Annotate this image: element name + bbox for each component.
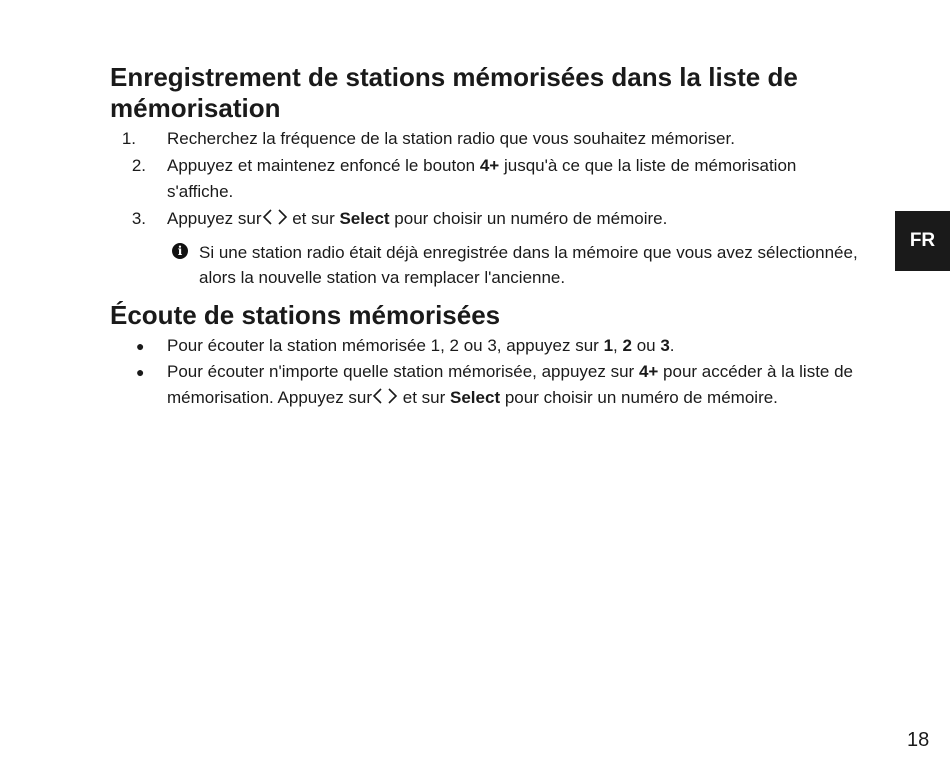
step-text: Appuyez sur et sur Select pour choisir un numéro de mémoire.: [167, 209, 668, 228]
bullet-text: Pour écouter la station mémorisée 1, 2 ou 3, appuyez sur 1, 2 ou 3.: [167, 336, 675, 355]
bullet-text: Pour écouter n'importe quelle station mémorisée, appuyez sur 4+ pour accéder à la liste de mémorisation. Appuyez sur et sur Select pour choisir un numéro de mémoire.: [167, 362, 853, 407]
left-right-arrows-icon: [372, 387, 398, 405]
step-number: 3.: [131, 209, 146, 228]
note-text: Si une station radio était déjà enregistrée dans la mémoire que vous avez sélectionnée, alors la nouvelle station va remplacer l'ancienne.: [199, 243, 858, 287]
section-title-storing-presets: Enregistrement de stations mémorisées dans la liste de mémorisation: [110, 62, 798, 123]
left-right-arrows-icon: [262, 208, 288, 226]
step-text: Recherchez la fréquence de la station radio que vous souhaitez mémoriser.: [167, 129, 735, 148]
language-tab: FR: [895, 211, 950, 271]
step-number: 1.: [121, 129, 136, 148]
step-number: 2.: [131, 156, 146, 175]
bullet-dot: ●: [136, 364, 145, 380]
bullet-dot: ●: [136, 338, 145, 354]
step-text: Appuyez et maintenez enfoncé le bouton 4+ jusqu'à ce que la liste de mémorisation s'affiche.: [167, 156, 797, 201]
page-number: 18: [907, 729, 930, 751]
section-title-listening-presets: Écoute de stations mémorisées: [110, 300, 501, 330]
info-icon: i: [172, 243, 188, 259]
